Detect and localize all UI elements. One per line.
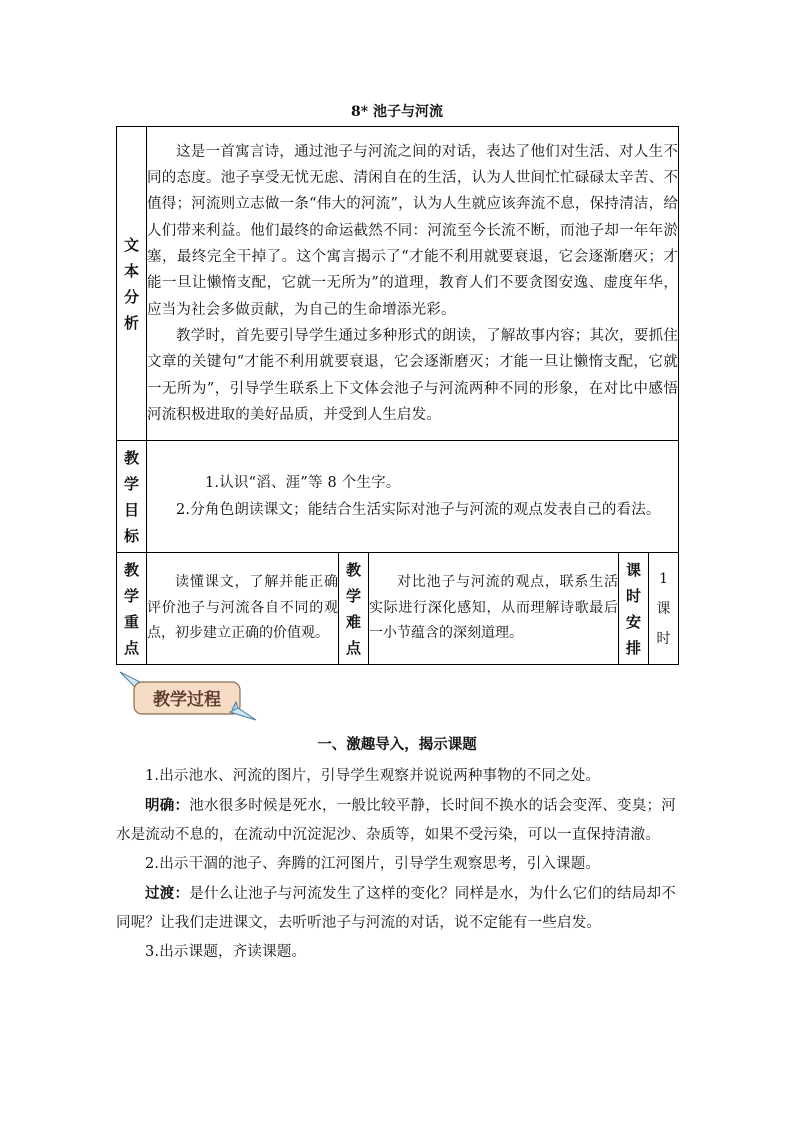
- goal-item: 1.认识“滔、涯”等 8 个生字。: [205, 475, 401, 492]
- schedule-value: 1 课 时: [649, 553, 679, 665]
- analysis-paragraph: 教学时，首先要引导学生通过多种形式的朗读，了解故事内容；其次，要抓住文章的关键句“才能不利用就要衰退，它会逐渐磨灭；才能一旦让懒惰支配，它就一无所为”，引导学生联系上下文体会池子与河流两种不同的形象，在对比中感悟河流积极进取的美好品质，并受到人生启发。: [147, 327, 679, 423]
- text-analysis-content: [147, 127, 679, 441]
- lesson-plan-table: [116, 126, 679, 665]
- teaching-goals-label: 教 学 目 标: [117, 441, 147, 553]
- badge-label: 教学过程: [153, 690, 221, 710]
- transition-label: 过渡：: [145, 885, 190, 902]
- teaching-process-body: [116, 762, 676, 967]
- transition: 过渡：是什么让池子与河流发生了这样的变化？同样是水，为什么它们的结局却不同呢？让我们走进课文，去听听池子与河流的对话，说不定能有一些启发。: [116, 885, 676, 931]
- teaching-goals-content: [147, 441, 679, 553]
- teaching-process-badge: [118, 668, 258, 724]
- goal-item: 2.分角色朗读课文；能结合生活实际对池子与河流的观点发表自己的看法。: [176, 501, 661, 518]
- clarify-label: 明确：: [145, 797, 190, 814]
- difficulties-label: 教 学 难 点: [339, 553, 369, 665]
- text-analysis-label: 文 本 分 析: [117, 127, 147, 441]
- key-points-label: 教 学 重 点: [117, 553, 147, 665]
- process-step: 2.出示干涸的池子、奔腾的江河图片，引导学生观察思考，引入课题。: [145, 856, 601, 872]
- section-heading: 一、激趣导入，揭示课题: [317, 736, 477, 753]
- process-step: 1.出示池水、河流的图片，引导学生观察并说说两种事物的不同之处。: [145, 768, 601, 784]
- schedule-label: 课 时 安 排: [619, 553, 649, 665]
- page-title: 8* 池子与河流: [351, 104, 443, 120]
- analysis-paragraph: 这是一首寓言诗，通过池子与河流之间的对话，表达了他们对生活、对人生不同的态度。池子享受无忧无虑、清闲自在的生活，认为人世间忙忙碌碌太辛苦、不值得；河流则立志做一条“伟大的河流”，认为人生就应该奔流不息，保持清洁，给人们带来利益。他们最终的命运截然不同：河流至今长流不断，而池子却一年年淤塞，最终完全干掉了。这个寓言揭示了“才能不利用就要衰退，它会逐渐磨灭；才能一旦让懒惰支配，它就一无所为”的道理，教育人们不要贪图安逸、虚度年华，应当为社会多做贡献，为自己的生命增添光彩。: [147, 143, 679, 318]
- difficulties-content: 对比池子与河流的观点，联系生活实际进行深化感知，从而理解诗歌最后一小节蕴含的深刻道理。: [369, 553, 619, 665]
- clarification: 明确：池水很多时候是死水，一般比较平静，长时间不换水的话会变浑、变臭；河水是流动不息的，在流动中沉淀泥沙、杂质等，如果不受污染，可以一直保持清澈。: [116, 797, 676, 843]
- process-step: 3.出示课题，齐读课题。: [145, 944, 307, 960]
- key-points-content: 读懂课文，了解并能正确评价池子与河流各自不同的观点，初步建立正确的价值观。: [147, 553, 339, 665]
